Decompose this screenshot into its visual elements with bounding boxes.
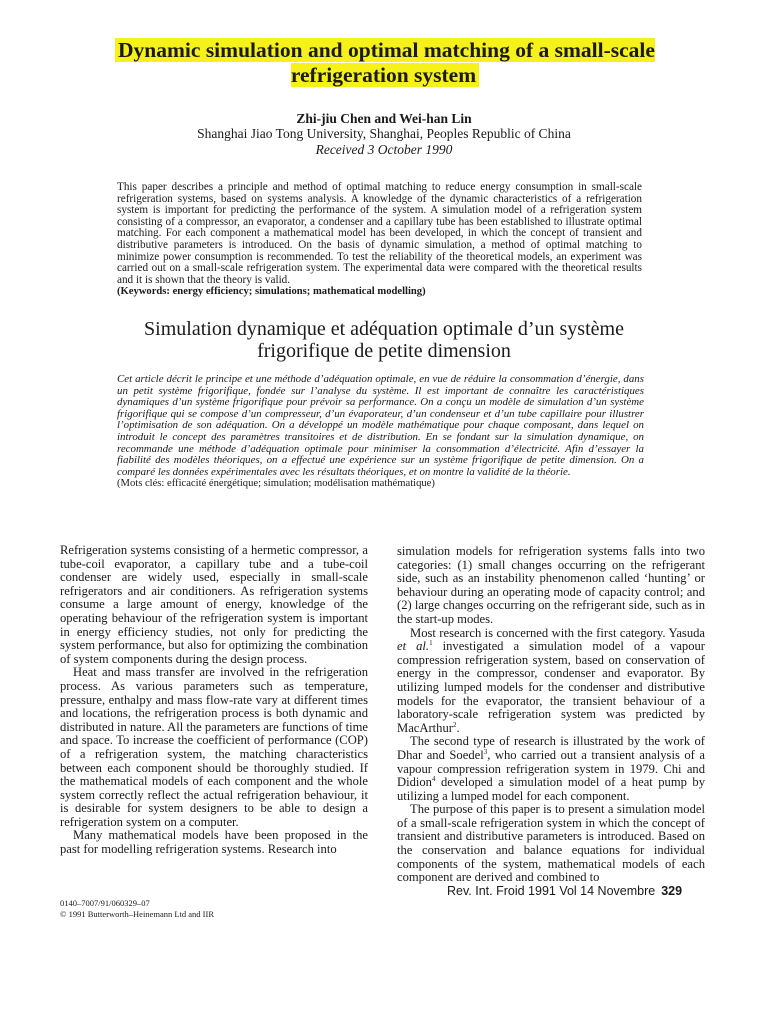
text-run: , who carried out a transient analysis of a vapour compression refrigeration system in 1979. Chi and Didion: [397, 747, 705, 790]
text-run: .: [456, 720, 460, 735]
keywords: (Keywords: energy efficiency; simulations; mathematical modelling): [117, 286, 426, 298]
french-keywords: (Mots clés: efficacité énergétique; simulation; modélisation mathématique): [117, 478, 435, 490]
body-paragraph: Refrigeration systems consisting of a hermetic compressor, a tube-coil evaporator, a capillary tube and a tube-coil condenser are widely used, especially in small-scale refrigerators and air conditioners. As refrigeration systems consume a large amount of energy, knowledge of the operating behaviour of the refrigeration system is important in energy efficiency studies, not only for predicting the system performance, but also for optimizing the combination of system components during the design process.: [60, 543, 368, 666]
body-column-left: [60, 544, 368, 857]
body-paragraph: [397, 627, 705, 736]
ref-2: 2: [452, 720, 457, 729]
body-paragraph: Many mathematical models have been proposed in the past for modelling refrigeration systems. Research into: [60, 828, 368, 857]
paper-title: [60, 38, 710, 88]
authors: Zhi-jiu Chen and Wei-han Lin: [296, 111, 472, 126]
journal-citation: Rev. Int. Froid 1991 Vol 14 Novembre: [447, 884, 656, 898]
ref-4: 4: [431, 774, 436, 783]
et-al: et al.: [397, 639, 430, 654]
received-date: Received 3 October 1990: [315, 142, 453, 157]
affiliation: Shanghai Jiao Tong University, Shanghai, Peoples Republic of China: [197, 126, 571, 141]
body-column-right: [397, 545, 705, 885]
abstract-text: This paper describes a principle and method of optimal matching to reduce energy consumption in small-scale refrigeration systems, based on systems analysis. A knowledge of the dynamic characteristics of a refrigeration system is important for predicting the performance of the system. A simulation model of a refrigeration system consisting of a compressor, an evaporator, a condenser and a capillary tube has been established to illustrate optimal matching. For each component a mathematical model has been developed, in which the concept of transient and distributive parameters is introduced. On the basis of dynamic simulation, a method of optimal matching to minimize power consumption is recommended. To test the reliability of the theoretical models, an experiment was carried out on a small-scale refrigeration system. The experimental data were compared with the theoretical results and it is shown that the theory is valid.: [117, 181, 642, 286]
text-run: developed a simulation model of a heat pump by utilizing a lumped model for each component.: [397, 775, 705, 803]
french-abstract: [117, 374, 644, 490]
text-run: investigated a simulation model of a vapour compression refrigeration system, based on conservation of energy in the compressor, condenser and evaporator. By utilizing lumped models for the condenser and distributive models for the evaporator, the transient behaviour of a laboratory-scale refrigeration system was predicted by MacArthur: [397, 639, 705, 735]
body-paragraph: [397, 735, 705, 803]
footer-right: [447, 884, 682, 898]
ref-1: 1: [429, 638, 433, 647]
text-run: The second type of research is illustrated by the work of Dhar and Soedel: [397, 734, 705, 762]
body-paragraph: Heat and mass transfer are involved in the refrigeration process. As various parameters such as temperature, pressure, enthalpy and mass flow-rate vary at different times and locations, the refrigeration process is both dynamic and distributed in nature. All the parameters are functions of time and space. To increase the coefficient of performance (COP) of a refrigeration system, the matching characteristics between each component should be thoroughly studied. If the mathematical models of each component and the whole system correctly reflect the actual refrigeration behaviour, it is desirable for system designers to be able to design a refrigeration system on a computer.: [60, 665, 368, 829]
copyright: © 1991 Butterworth–Heinemann Ltd and IIR: [60, 909, 214, 919]
page-number: 329: [661, 884, 683, 898]
text-run: Most research is concerned with the first category. Yasuda: [410, 625, 705, 640]
abstract: [117, 182, 642, 298]
footer-left: [60, 898, 214, 920]
french-abstract-text: Cet article décrit le principe et une méthode d’adéquation optimale, en vue de réduire la consommation d’énergie, dans un petit système frigorifique, fondée sur l’analyse du système. Il est important de connaître les caractéristiques dynamiques d’un système frigorifique pour prévoir sa performance. On a conçu un modèle de simulation d’un système frigorifique qui se compose d’un compresseur, d’un évaporateur, d’un condenseur et d’un tube capillaire pour illustrer l’optimisation de son adéquation. On a développé un modèle mathématique pour chaque composant, dans lequel on introduit le concept des paramètres transitoires et de distribution. En se fondant sur la simulation dynamique, on recommande une méthode d’adéquation optimale pour minimiser la consommation d’électricité. Afin d’essayer la fiabilité des modèles théoriques, on a effectué une expérience sur un système frigorifique de petite dimension. On a comparé les données expérimentales avec les résultats théoriques, et on montre la validité de la théorie.: [117, 373, 644, 478]
title-highlight: Dynamic simulation and optimal matching of a small-scale refrigeration system: [115, 38, 655, 87]
body-paragraph: simulation models for refrigeration systems falls into two categories: (1) small changes occurring on the refrigerant side, such as an instability phenomenon called ‘hunting’ or behaviour during an operating mode of capacity control; and (2) large changes occurring on the refrigerant side, such as in the start-up modes.: [397, 544, 705, 626]
body-paragraph: The purpose of this paper is to present a simulation model of a small-scale refrigeration system in which the concept of transient and distributive parameters is introduced. Based on the conservation and balance equations for individual components of the system, mathematical models of each component are derived and combined to: [397, 802, 705, 885]
french-title: Simulation dynamique et adéquation optimale d’un système frigorifique de petite dimension: [144, 318, 624, 362]
issn-code: 0140–7007/91/060329–07: [60, 898, 150, 908]
ref-3: 3: [483, 747, 488, 756]
